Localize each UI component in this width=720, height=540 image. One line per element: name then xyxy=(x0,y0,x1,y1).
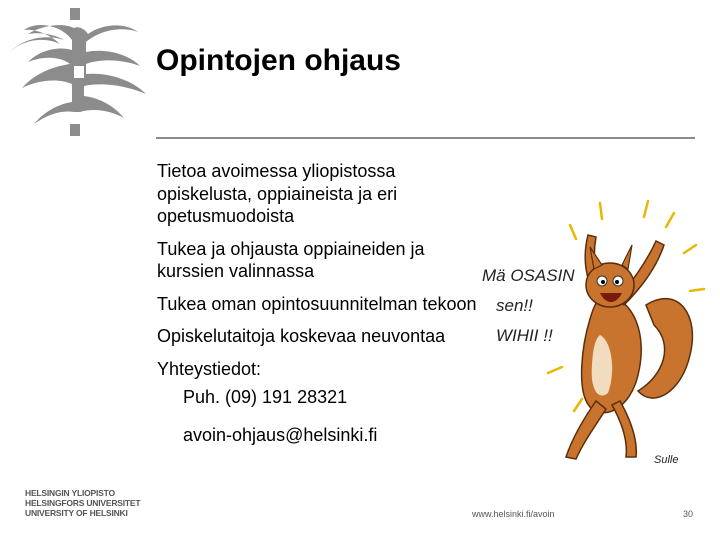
footer-url[interactable]: www.helsinki.fi/avoin xyxy=(472,509,555,519)
speech-line: WIHII !! xyxy=(496,326,553,345)
university-name-line: HELSINGIN YLIOPISTO xyxy=(25,488,115,498)
bullet-item: Tukea ja ohjausta oppiaineiden ja kurssien valinnassa xyxy=(157,238,425,281)
university-name xyxy=(25,488,140,518)
cheering-squirrel-cartoon-icon xyxy=(478,195,716,470)
university-name-line: HELSINGFORS UNIVERSITET xyxy=(25,498,141,508)
university-name-line: UNIVERSITY OF HELSINKI xyxy=(25,508,128,518)
speech-line: sen!! xyxy=(496,296,533,315)
contact-heading: Yhteystiedot: xyxy=(157,358,262,379)
speech-line: Mä OSASIN xyxy=(482,266,575,285)
helsinki-university-flame-logo xyxy=(6,6,156,146)
title-divider xyxy=(156,137,695,139)
bullet-item: Tietoa avoimessa yliopistossa opiskelusta, oppiaineista ja eri opetusmuodoista xyxy=(157,161,398,226)
artist-signature: Sulle xyxy=(654,454,679,466)
bullet-item: Tukea oman opintosuunnitelman tekoon xyxy=(157,293,477,314)
contact-email[interactable]: avoin-ohjaus@helsinki.fi xyxy=(183,425,378,445)
bullet-item: Opiskelutaitoja koskevaa neuvontaa xyxy=(157,326,446,346)
slide-title: Opintojen ohjaus xyxy=(156,44,401,77)
page-number: 30 xyxy=(683,509,694,519)
contact-phone: Puh. (09) 191 28321 xyxy=(183,387,348,407)
bullet-list xyxy=(157,160,487,462)
